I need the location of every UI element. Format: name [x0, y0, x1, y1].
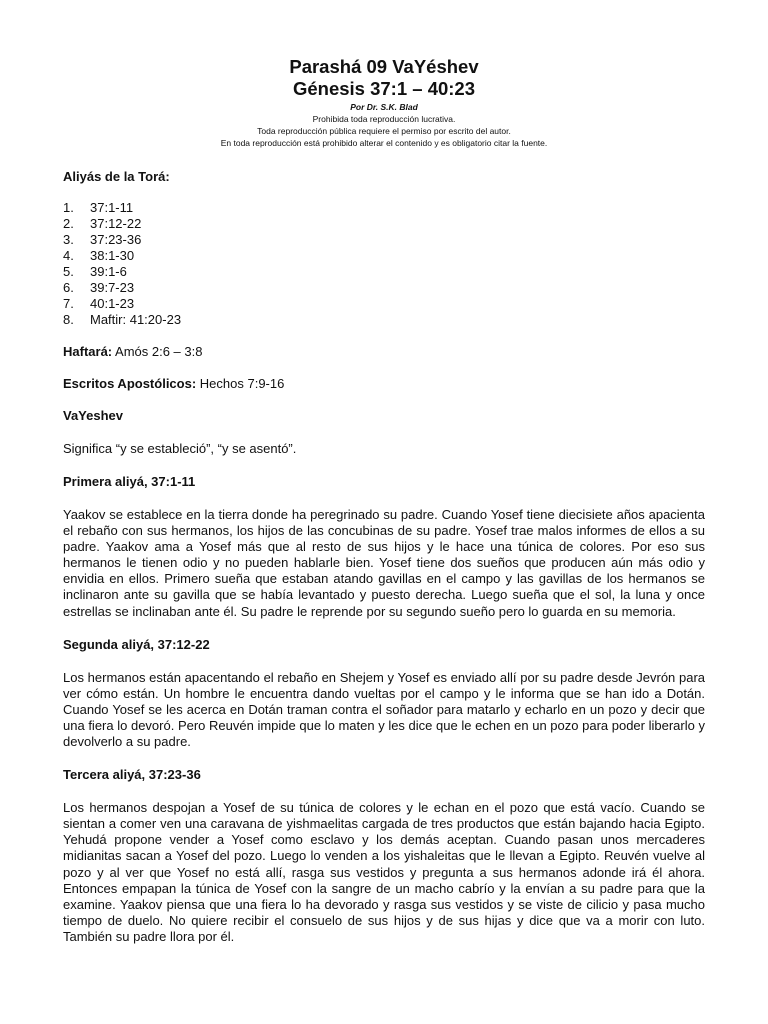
list-item: 4. 38:1-30: [63, 248, 135, 263]
section-paragraph: Los hermanos están apacentando el rebaño en Shejem y Yosef es enviado allí por su padre desde Jevrón para ver cómo están. Un hombre le encuentra dando vueltas por el campo y le informa que se han ido a Dotán. Cuando Yosef se les acerca en Dotán traman contra el soñador para matarlo y echarlo en un pozo y decir que una fiera lo devoró. Pero Reuvén impide que lo maten y les dice que le echen en un pozo para poder liberarlo y devolverlo a su padre.: [63, 669, 705, 750]
escritos-label: Escritos Apostólicos:: [63, 376, 197, 391]
list-item: 1. 37:1-11: [63, 200, 134, 215]
section-heading: Primera aliyá, 37:1-11: [63, 474, 196, 489]
section-heading: Segunda aliyá, 37:12-22: [63, 636, 210, 652]
escritos-line: [63, 376, 705, 392]
haftara-line: [63, 344, 705, 360]
list-item: 7. 40:1-23: [63, 296, 135, 311]
list-item: 5. 39:1-6: [63, 264, 127, 279]
copyright-note: Prohibida toda reproducción lucrativa.: [312, 114, 456, 124]
vayeshev-heading: VaYeshev: [63, 408, 123, 423]
section-paragraph: Yaakov se establece en la tierra donde ha peregrinado su padre. Cuando Yosef tiene diecisiete años apacienta el rebaño con sus hermanos, los hijos de las concubinas de su padre. Yosef trae malos informes de ellos a su padre. Yaakov ama a Yosef más que al resto de sus hijos y le hace una túnica de colores. Por eso sus hermanos le tienen odio y no pueden hablarle bien. Yosef tiene dos sueños que producen aún más odio y envidia en ellos. Primero sueña que estaban atando gavillas en el campo y las gavillas de los hermanos se inclinaron ante su gavilla que se había levantado y puesto derecha. Luego sueña que el sol, la luna y once estrellas se inclinaban ante él. Su padre le reprende por su segundo sueño pero lo guarda en su memoria.: [63, 507, 705, 619]
document-subtitle: Génesis 37:1 – 40:23: [292, 78, 476, 99]
aliyot-list: [63, 200, 705, 328]
vayeshev-meaning: Significa “y se estableció”, “y se asentó”.: [63, 441, 297, 456]
section-heading: Tercera aliyá, 37:23-36: [63, 767, 201, 783]
haftara-value: Amós 2:6 – 3:8: [115, 344, 203, 359]
list-item: 3. 37:23-36: [63, 232, 142, 247]
section-paragraph: Los hermanos despojan a Yosef de su túnica de colores y le echan en el pozo que está vacío. Cuando se sientan a comer ven una caravana de yishmaelitas cargada de tres productos que están bajando hacia Egipto. Yehudá propone vender a Yosef como esclavo y los demás aceptan. Cuando pasan unos mercaderes midianitas sacan a Yosef del pozo. Luego lo venden a los yishaleitas que le llevan a Egipto. Reuvén vuelve al pozo y al ver que Yosef no está allí, rasga sus vestidos y pregunta a sus hermanos adonde irá él ahora. Entonces empapan la túnica de Yosef con la sangre de un macho cabrío y la envían a su padre para que la examine. Yaakov piensa que una fiera lo ha devorado y rasga sus vestidos y se viste de cilicio y pasa mucho tiempo de duelo. No quiere recibir el consuelo de sus hijos y de sus hijas y dice que va a morir con luto. También su padre llora por él.: [63, 800, 705, 944]
document-page: [63, 0, 705, 945]
haftara-label: Haftará:: [63, 344, 113, 359]
copyright-note: Toda reproducción pública requiere el permiso por escrito del autor.: [257, 126, 511, 136]
escritos-value: Hechos 7:9-16: [199, 376, 285, 391]
list-item: 6. 39:7-23: [63, 280, 135, 295]
copyright-note: En toda reproducción está prohibido alterar el contenido y es obligatorio citar la fuente.: [220, 138, 548, 148]
list-item: 2. 37:12-22: [63, 216, 142, 231]
author-line: Por Dr. S.K. Blad: [350, 102, 418, 112]
aliyot-heading: Aliyás de la Torá:: [63, 169, 170, 184]
list-item: 8. Maftir: 41:20-23: [63, 312, 182, 327]
document-title: Parashá 09 VaYéshev: [289, 56, 479, 77]
